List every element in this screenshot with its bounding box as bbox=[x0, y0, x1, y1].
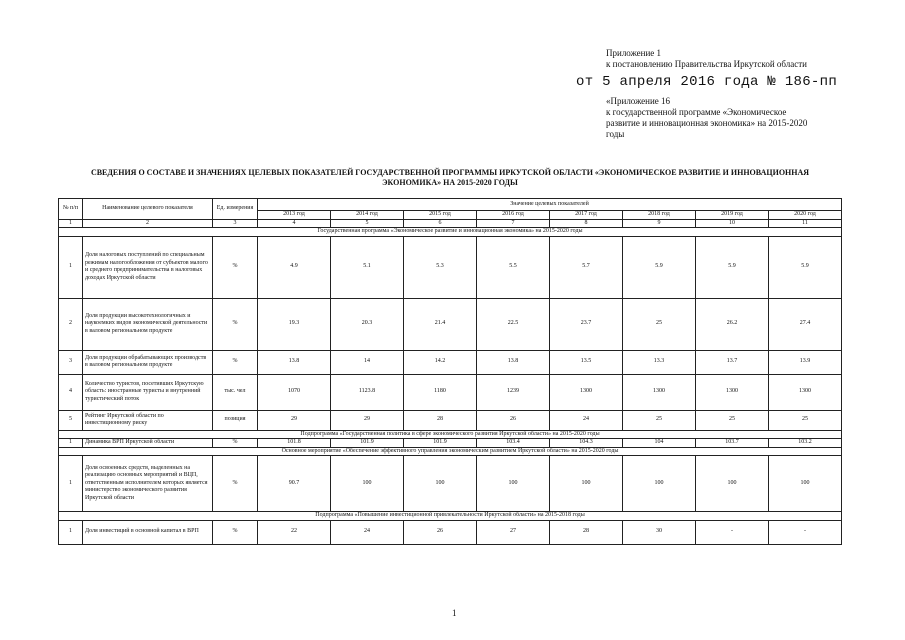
head-name: Наименование целевого показателя bbox=[83, 199, 213, 220]
column-number: 10 bbox=[696, 219, 769, 228]
cell-value: 24 bbox=[550, 410, 623, 430]
cell-unit: % bbox=[213, 298, 258, 350]
section-title: Подпрограмма «Повышение инвестиционной привлекательности Иркутской области» на 2015-2018 годы bbox=[59, 512, 842, 521]
cell-value: 5.3 bbox=[404, 236, 477, 298]
cell-unit: тыс. чел bbox=[213, 374, 258, 410]
appendix16-note bbox=[606, 96, 856, 140]
column-number: 2 bbox=[83, 219, 213, 228]
head-values-group: Значение целевых показателей bbox=[258, 199, 842, 211]
cell-value: 100 bbox=[769, 456, 842, 512]
table-row bbox=[59, 374, 842, 410]
indicators-table bbox=[58, 198, 842, 545]
cell-unit: позиция bbox=[213, 410, 258, 430]
cell-value: 30 bbox=[623, 520, 696, 544]
section-row bbox=[59, 447, 842, 456]
cell-value: 19.3 bbox=[258, 298, 331, 350]
section-title: Подпрограмма «Государственная политика в сфере экономического развития Иркутской области» на 2015-2020 годы bbox=[59, 430, 842, 439]
column-number: 6 bbox=[404, 219, 477, 228]
cell-value: 1300 bbox=[623, 374, 696, 410]
cell-indicator-name: Доля налоговых поступлений по специальным режимам налогообложения от субъектов малого и среднего предпринимательства в налоговых доходах Иркутской области bbox=[83, 236, 213, 298]
cell-unit: % bbox=[213, 520, 258, 544]
appendix16-line: «Приложение 16 bbox=[606, 96, 671, 106]
cell-value: 100 bbox=[477, 456, 550, 512]
cell-value: 14.2 bbox=[404, 350, 477, 374]
cell-value: 100 bbox=[550, 456, 623, 512]
cell-value: 1123.8 bbox=[331, 374, 404, 410]
column-number: 1 bbox=[59, 219, 83, 228]
title-line: ЭКОНОМИКА» НА 2015-2020 ГОДЫ bbox=[382, 178, 518, 187]
cell-value: 103.7 bbox=[696, 439, 769, 448]
cell-value: 25 bbox=[696, 410, 769, 430]
cell-value: 26.2 bbox=[696, 298, 769, 350]
cell-value: 13.7 bbox=[696, 350, 769, 374]
cell-value: 1070 bbox=[258, 374, 331, 410]
document-title bbox=[55, 168, 845, 188]
head-year: 2014 год bbox=[331, 211, 404, 220]
appendix16-line: развитие и инновационная экономика» на 2015-2020 bbox=[606, 118, 808, 128]
column-number: 4 bbox=[258, 219, 331, 228]
cell-value: 100 bbox=[404, 456, 477, 512]
cell-indicator-name: Доля инвестиций в основной капитал в ВРП bbox=[83, 520, 213, 544]
cell-value: 5.7 bbox=[550, 236, 623, 298]
table-row bbox=[59, 520, 842, 544]
cell-value: 22 bbox=[258, 520, 331, 544]
cell-value: 1300 bbox=[696, 374, 769, 410]
cell-value: 20.3 bbox=[331, 298, 404, 350]
cell-value: 103.2 bbox=[769, 439, 842, 448]
cell-value: 25 bbox=[769, 410, 842, 430]
table-row bbox=[59, 439, 842, 448]
cell-value: 25 bbox=[623, 410, 696, 430]
appendix16-line: к государственной программе «Экономическое bbox=[606, 107, 787, 117]
head-year: 2020 год bbox=[769, 211, 842, 220]
cell-value: 103.4 bbox=[477, 439, 550, 448]
table-row bbox=[59, 236, 842, 298]
cell-value: 90.7 bbox=[258, 456, 331, 512]
cell-value: 1239 bbox=[477, 374, 550, 410]
cell-num: 1 bbox=[59, 236, 83, 298]
cell-unit: % bbox=[213, 439, 258, 448]
cell-value: 5.9 bbox=[696, 236, 769, 298]
cell-num: 3 bbox=[59, 350, 83, 374]
cell-value: 13.8 bbox=[477, 350, 550, 374]
table-body bbox=[59, 228, 842, 545]
cell-value: 27.4 bbox=[769, 298, 842, 350]
cell-num: 1 bbox=[59, 439, 83, 448]
cell-value: 5.9 bbox=[769, 236, 842, 298]
head-year: 2017 год bbox=[550, 211, 623, 220]
section-title: Государственная программа «Экономическое развитие и инновационная экономика» на 2015-2020 годы bbox=[59, 228, 842, 237]
cell-value: 26 bbox=[404, 520, 477, 544]
section-title: Основное мероприятие «Обеспечение эффективного управления экономическим развитием Иркутской области» на 2015-2020 годы bbox=[59, 447, 842, 456]
table-row bbox=[59, 410, 842, 430]
appendix16-line: годы bbox=[606, 129, 625, 139]
cell-value: 4.9 bbox=[258, 236, 331, 298]
cell-value: - bbox=[769, 520, 842, 544]
appendix-line: Приложение 1 bbox=[606, 48, 662, 58]
cell-value: 29 bbox=[331, 410, 404, 430]
column-numbers-row bbox=[59, 219, 842, 228]
decree-stamp: от 5 апреля 2016 года № 186-пп bbox=[576, 74, 838, 90]
cell-num: 1 bbox=[59, 456, 83, 512]
cell-value: 22.5 bbox=[477, 298, 550, 350]
cell-num: 5 bbox=[59, 410, 83, 430]
cell-value: 25 bbox=[623, 298, 696, 350]
head-year: 2016 год bbox=[477, 211, 550, 220]
cell-indicator-name: Рейтинг Иркутской области по инвестиционному риску bbox=[83, 410, 213, 430]
cell-value: 5.5 bbox=[477, 236, 550, 298]
section-row bbox=[59, 430, 842, 439]
cell-value: 1300 bbox=[769, 374, 842, 410]
table-row bbox=[59, 456, 842, 512]
cell-value: 29 bbox=[258, 410, 331, 430]
cell-value: 1180 bbox=[404, 374, 477, 410]
cell-indicator-name: Динамика ВРП Иркутской области bbox=[83, 439, 213, 448]
cell-indicator-name: Доля продукции высокотехнологичных и наукоемких видов экономической деятельности в валовом региональном продукте bbox=[83, 298, 213, 350]
cell-value: 5.9 bbox=[623, 236, 696, 298]
cell-value: 13.8 bbox=[258, 350, 331, 374]
cell-value: 1300 bbox=[550, 374, 623, 410]
cell-value: 13.9 bbox=[769, 350, 842, 374]
head-year: 2018 год bbox=[623, 211, 696, 220]
cell-value: 28 bbox=[404, 410, 477, 430]
head-year: 2019 год bbox=[696, 211, 769, 220]
cell-value: 100 bbox=[623, 456, 696, 512]
appendix-line: к постановлению Правительства Иркутской области bbox=[606, 59, 807, 69]
cell-value: 24 bbox=[331, 520, 404, 544]
cell-num: 2 bbox=[59, 298, 83, 350]
cell-value: 28 bbox=[550, 520, 623, 544]
cell-value: 104.3 bbox=[550, 439, 623, 448]
cell-value: 100 bbox=[696, 456, 769, 512]
title-line: СВЕДЕНИЯ О СОСТАВЕ И ЗНАЧЕНИЯХ ЦЕЛЕВЫХ ПОКАЗАТЕЛЕЙ ГОСУДАРСТВЕННОЙ ПРОГРАММЫ ИРКУТСКОЙ ОБЛАСТИ «ЭКОНОМИЧЕСКОЕ РАЗВИТИЕ И ИННОВАЦИОННАЯ bbox=[90, 168, 810, 177]
head-year: 2015 год bbox=[404, 211, 477, 220]
cell-unit: % bbox=[213, 236, 258, 298]
table-row bbox=[59, 298, 842, 350]
cell-unit: % bbox=[213, 456, 258, 512]
cell-value: 104 bbox=[623, 439, 696, 448]
cell-value: 101.8 bbox=[258, 439, 331, 448]
cell-value: 101.9 bbox=[331, 439, 404, 448]
cell-value: 13.5 bbox=[550, 350, 623, 374]
cell-value: 101.9 bbox=[404, 439, 477, 448]
cell-num: 4 bbox=[59, 374, 83, 410]
cell-indicator-name: Количество туристов, посетивших Иркутскую область: иностранные туристы и внутренний туристический поток bbox=[83, 374, 213, 410]
cell-num: 1 bbox=[59, 520, 83, 544]
head-num: № п/п bbox=[59, 199, 83, 220]
column-number: 11 bbox=[769, 219, 842, 228]
cell-value: 26 bbox=[477, 410, 550, 430]
head-unit: Ед. измерения bbox=[213, 199, 258, 220]
cell-indicator-name: Доля продукции обрабатывающих производств в валовом региональном продукте bbox=[83, 350, 213, 374]
cell-value: 13.3 bbox=[623, 350, 696, 374]
cell-value: 23.7 bbox=[550, 298, 623, 350]
cell-value: 100 bbox=[331, 456, 404, 512]
column-number: 5 bbox=[331, 219, 404, 228]
cell-value: 5.1 bbox=[331, 236, 404, 298]
column-number: 7 bbox=[477, 219, 550, 228]
cell-indicator-name: Доля освоенных средств, выделенных на реализацию основных мероприятий и ВЦП, ответственным исполнителем которых является министерство экономического развития Иркутской области bbox=[83, 456, 213, 512]
column-number: 9 bbox=[623, 219, 696, 228]
column-number: 8 bbox=[550, 219, 623, 228]
table-row bbox=[59, 350, 842, 374]
section-row bbox=[59, 228, 842, 237]
page-number: 1 bbox=[452, 608, 457, 618]
section-row bbox=[59, 512, 842, 521]
cell-unit: % bbox=[213, 350, 258, 374]
cell-value: 27 bbox=[477, 520, 550, 544]
appendix-note bbox=[606, 48, 807, 70]
cell-value: - bbox=[696, 520, 769, 544]
column-number: 3 bbox=[213, 219, 258, 228]
head-year: 2013 год bbox=[258, 211, 331, 220]
cell-value: 14 bbox=[331, 350, 404, 374]
cell-value: 21.4 bbox=[404, 298, 477, 350]
